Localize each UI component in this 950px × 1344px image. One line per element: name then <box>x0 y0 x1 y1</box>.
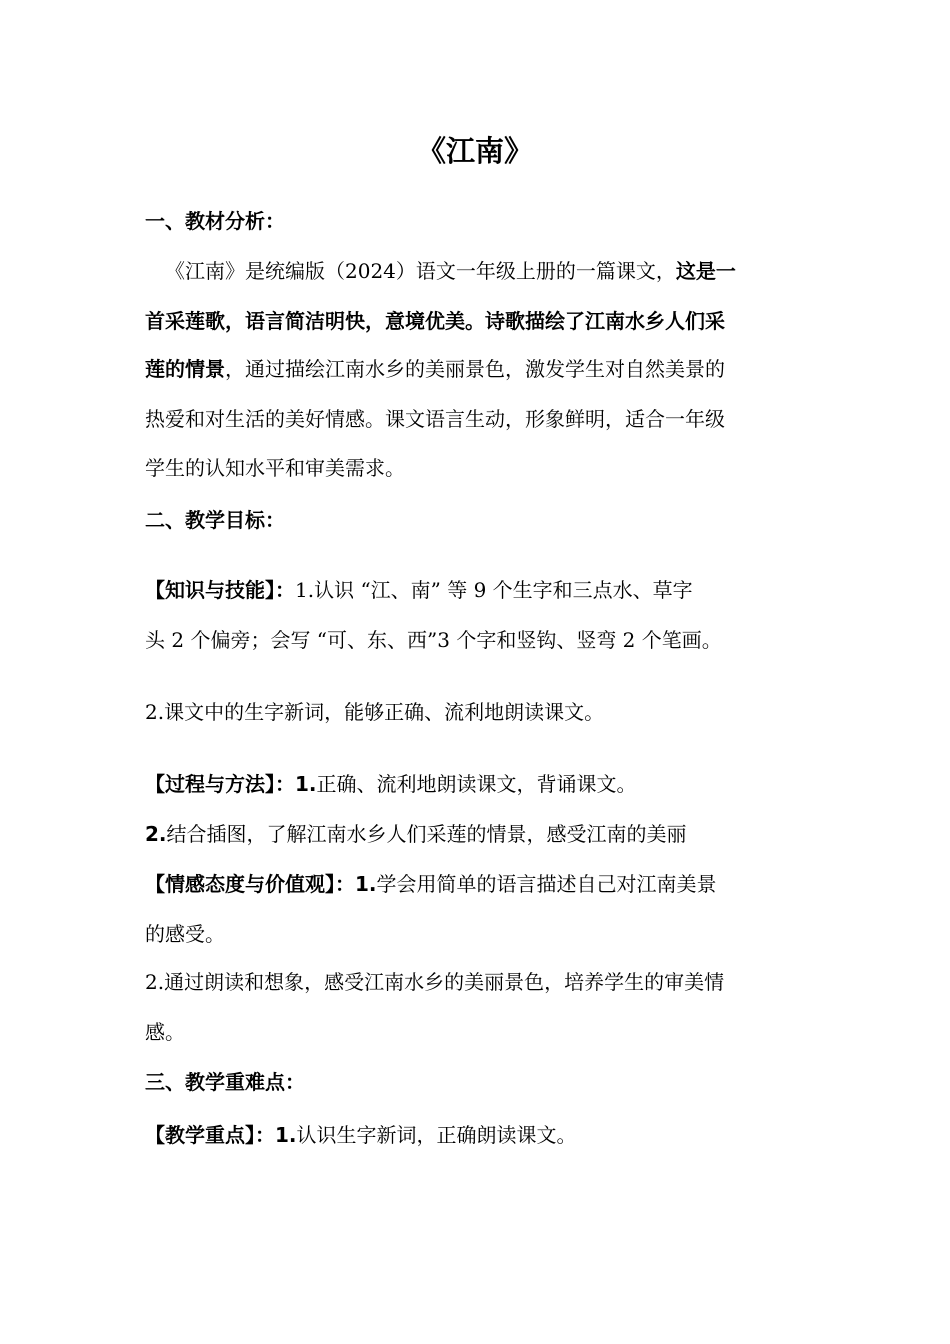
analysis-line-3 <box>145 355 725 383</box>
analysis-line-5: 学生的认知水平和审美需求。 <box>145 456 405 480</box>
process-label: 【过程与方法】： <box>145 772 295 796</box>
emotion-label: 【情感态度与价值观】： <box>145 872 355 896</box>
key-point-label: 【教学重点】： <box>145 1123 275 1147</box>
section-heading-objectives <box>145 506 285 534</box>
knowledge-line-2: 头 2 个偏旁；会写 “可、东、西”3 个字和竖钩、竖弯 2 个笔画。 <box>145 628 722 652</box>
process-number: 2. <box>145 822 167 846</box>
process-text: 结合插图，了解江南水乡人们采莲的情景，感受江南的美丽 <box>166 822 687 846</box>
knowledge-line-1 <box>145 576 693 604</box>
key-point-line-1 <box>145 1121 577 1149</box>
process-text: 正确、流利地朗读课文，背诵课文。 <box>316 772 637 796</box>
emotion-line-2: 的感受。 <box>145 922 225 946</box>
document-title: 《江南》 <box>416 134 533 168</box>
analysis-text-bold: 莲的情景 <box>145 357 225 381</box>
emotion-number: 1. <box>355 872 377 896</box>
section-heading-analysis: 一、教材分析： <box>145 209 285 233</box>
key-point-number: 1. <box>275 1123 297 1147</box>
heading-text: 二、教学目标： <box>145 508 285 532</box>
analysis-text: ，通过描绘江南水乡的美丽景色，激发学生对自然美景的 <box>225 357 725 381</box>
emotion-line-1 <box>145 870 717 898</box>
knowledge-label: 【知识与技能】： <box>145 578 295 602</box>
emotion-line-3: 2.通过朗读和想象，感受江南水乡的美丽景色，培养学生的审美情 <box>145 970 725 994</box>
knowledge-text: 1.认识 “江、南” 等 9 个生字和三点水、草字 <box>295 578 693 602</box>
analysis-text-bold: 这是一 <box>675 259 736 283</box>
analysis-line-4: 热爱和对生活的美好情感。课文语言生动，形象鲜明，适合一年级 <box>145 407 725 431</box>
emotion-text: 学会用简单的语言描述自己对江南美景 <box>376 872 717 896</box>
analysis-text: 《江南》是统编版（2024）语文一年级上册的一篇课文， <box>165 259 676 283</box>
emotion-line-4: 感。 <box>145 1020 185 1044</box>
process-number: 1. <box>295 772 317 796</box>
analysis-line-1 <box>145 257 736 285</box>
key-point-text: 认识生字新词，正确朗读课文。 <box>296 1123 577 1147</box>
analysis-line-2: 首采莲歌，语言简洁明快，意境优美。诗歌描绘了江南水乡人们采 <box>145 309 725 333</box>
process-line-1 <box>145 770 637 798</box>
process-line-2 <box>145 820 687 848</box>
section-heading-key-points: 三、教学重难点： <box>145 1070 305 1094</box>
knowledge-line-3: 2.课文中的生字新词，能够正确、流利地朗读课文。 <box>145 700 605 724</box>
